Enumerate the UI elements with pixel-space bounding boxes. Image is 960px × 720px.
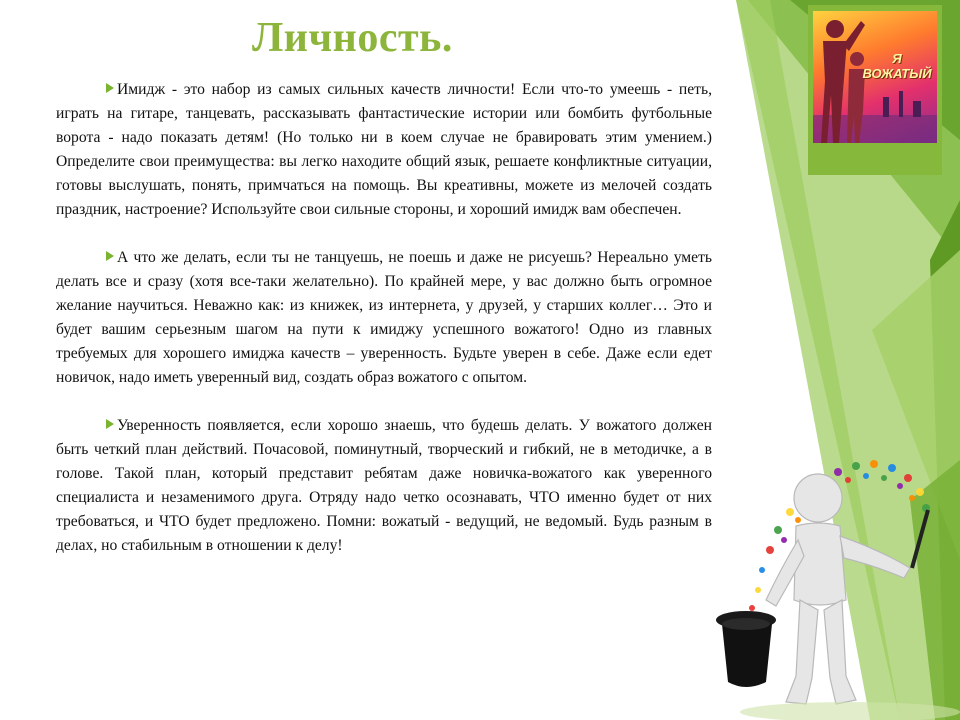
paragraph-confidence — [56, 414, 712, 558]
triangle-bullet-icon — [106, 419, 114, 429]
slide-body — [56, 78, 712, 582]
paragraph-text: Уверенность появляется, если хорошо знаешь, что будешь делать. У вожатого должен быть четкий план действий. Почасовой, поминутный, творческий и гибкий, не в методичке, а в голове. Такой план, который представит ребятам даже новичка-вожатого как уверенного специалиста и незаменимого друга. Отряду надо четко осознавать, ЧТО именно будет от них требоваться, и ЧТО будет предложено. Помни: вожатый - ведущий, не ведомый. Будь разным в делах, но стабильным в отношении к делу! — [56, 417, 712, 554]
paragraph-learning — [56, 246, 712, 390]
paragraph-text: Имидж - это набор из самых сильных качеств личности! Если что-то умеешь - петь, играть на гитаре, танцевать, рассказывать фантастические истории или бомбить футбольные ворота - надо показать детям! (Но только ни в коем случае не бравировать этим умением.) Определите свои преимущества: вы легко находите общий язык, решаете конфликтные ситуации, готовы выслушать, понять, примчаться на помощь. Вы креативны, можете из мелочей создать праздник, настроение? Используйте свои сильные стороны, и хороший имидж вам обеспечен. — [56, 81, 712, 218]
magician-figure-icon — [700, 440, 960, 720]
page-title: Личность. — [252, 15, 453, 61]
counselor-badge — [808, 5, 942, 175]
triangle-bullet-icon — [106, 83, 114, 93]
paragraph-image — [56, 78, 712, 222]
badge-label: Я ВОЖАТЫЙ — [862, 51, 932, 81]
triangle-bullet-icon — [106, 251, 114, 261]
counselor-badge-image — [813, 11, 937, 143]
paragraph-text: А что же делать, если ты не танцуешь, не поешь и даже не рисуешь? Нереально уметь делать все и сразу (хотя все-таки желательно). По крайней мере, у вас должно быть огромное желание научиться. Неважно как: из книжек, из интернета, у друзей, у старших коллег… Это и будет вашим серьезным шагом на пути к имиджу успешного вожатого! Одно из главных требуемых для хорошего имиджа качеств – уверенность. Будьте уверен в себе. Даже если едет новичок, надо иметь уверенный вид, создать образ вожатого с опытом. — [56, 249, 712, 386]
